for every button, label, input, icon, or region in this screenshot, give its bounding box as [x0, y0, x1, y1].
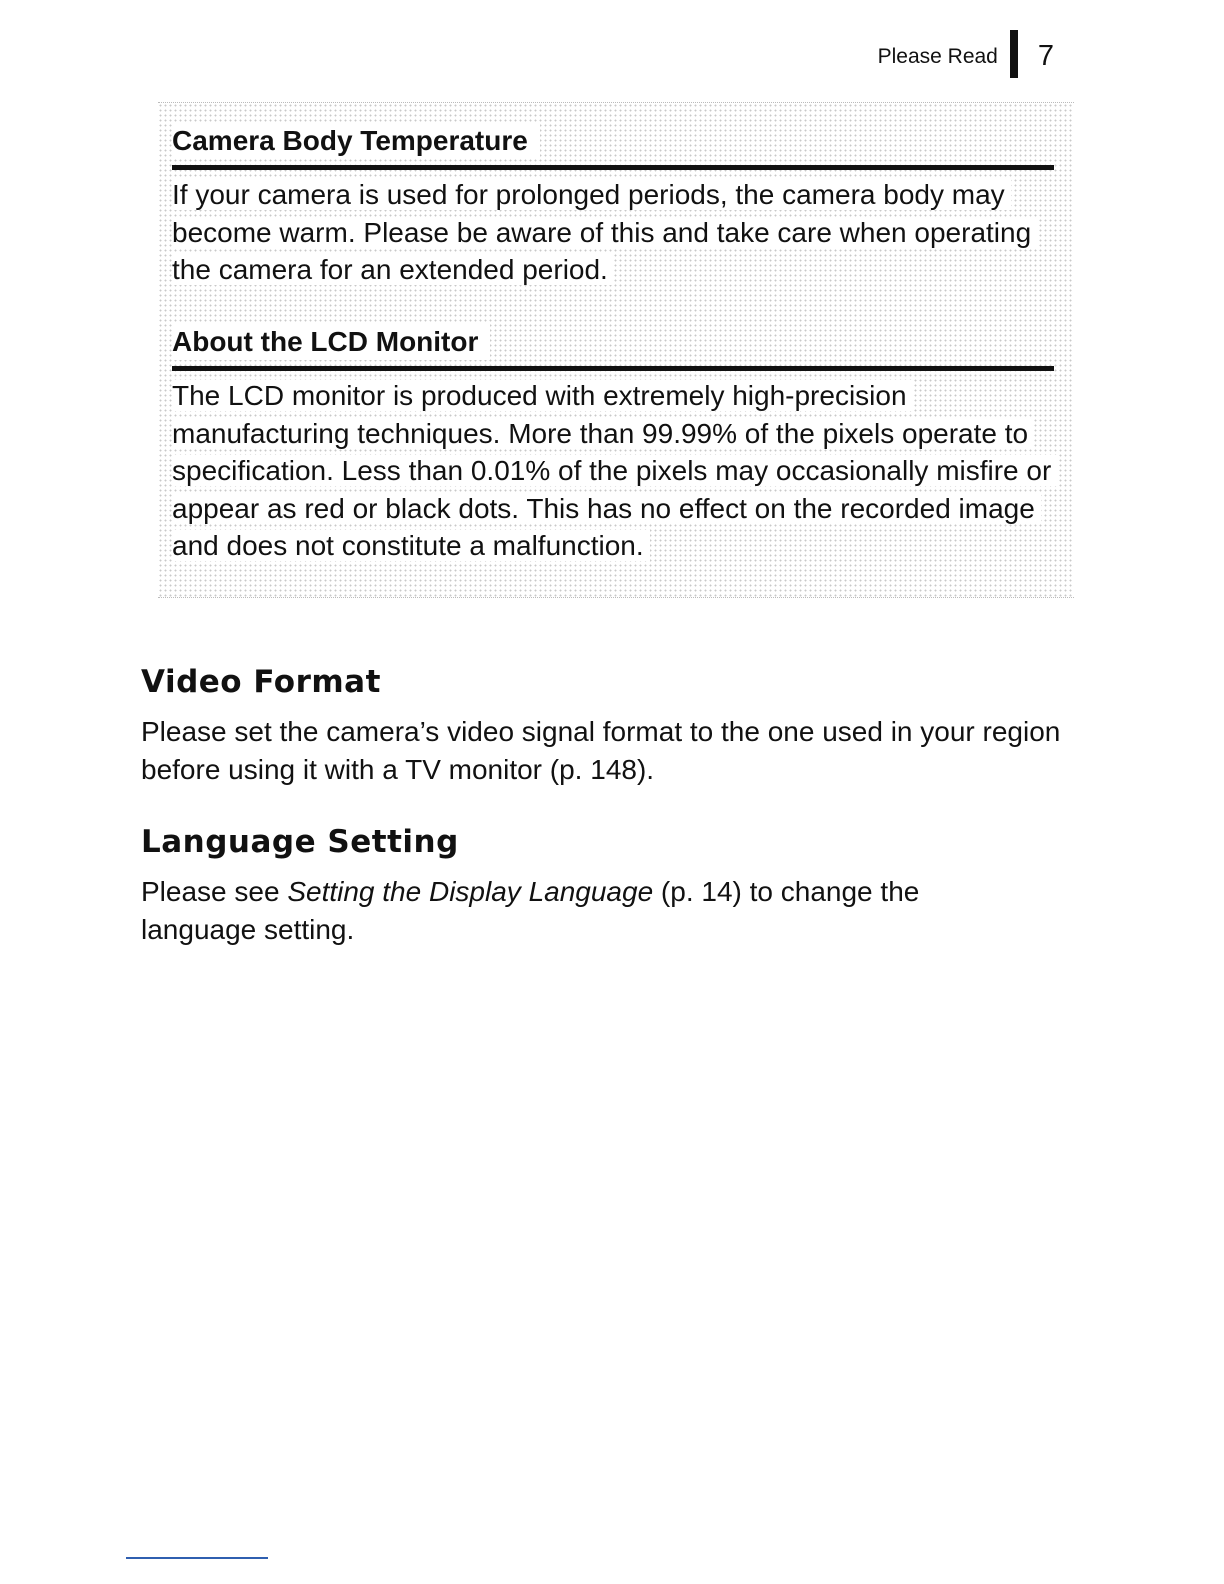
language-setting-body	[141, 873, 1001, 949]
notice-rule	[172, 165, 1054, 170]
video-format-body: Please set the camera’s video signal format to the one used in your region before using it with a TV monitor (p. 148).	[141, 716, 1061, 785]
notice-title: Camera Body Temperature	[172, 123, 540, 159]
language-body-prefix: Please see	[141, 876, 288, 907]
notice-camera-temperature	[172, 123, 1054, 289]
page-number: 7	[1037, 39, 1054, 72]
notice-rule	[172, 366, 1054, 371]
video-format-heading: Video Format	[141, 664, 381, 700]
footer-rule	[126, 1557, 268, 1559]
section-name: Please Read	[877, 45, 998, 68]
notice-box	[158, 102, 1074, 598]
page-header	[878, 30, 1054, 78]
display-language-reference: Setting the Display Language	[287, 876, 654, 907]
language-body-suffix: (p. 14) to change the language setting.	[141, 876, 920, 945]
notice-body-text: If your camera is used for prolonged periods, the camera body may become warm. Please be aware of this and take care when operating the camera for an extended period.	[172, 179, 1037, 285]
notice-body	[172, 377, 1054, 565]
notice-lcd-monitor	[172, 324, 1054, 565]
notice-title: About the LCD Monitor	[172, 324, 490, 360]
language-setting-heading: Language Setting	[141, 824, 459, 860]
notice-body	[172, 176, 1054, 289]
notice-body-text: The LCD monitor is produced with extremely high-precision manufacturing techniques. More than 99.99% of the pixels operate to specification. Less than 0.01% of the pixels may occasionally misfire or appear as red or black dots. This has no effect on the recorded image and does not constitute a malfunction.	[172, 380, 1057, 561]
header-divider	[1010, 30, 1018, 78]
